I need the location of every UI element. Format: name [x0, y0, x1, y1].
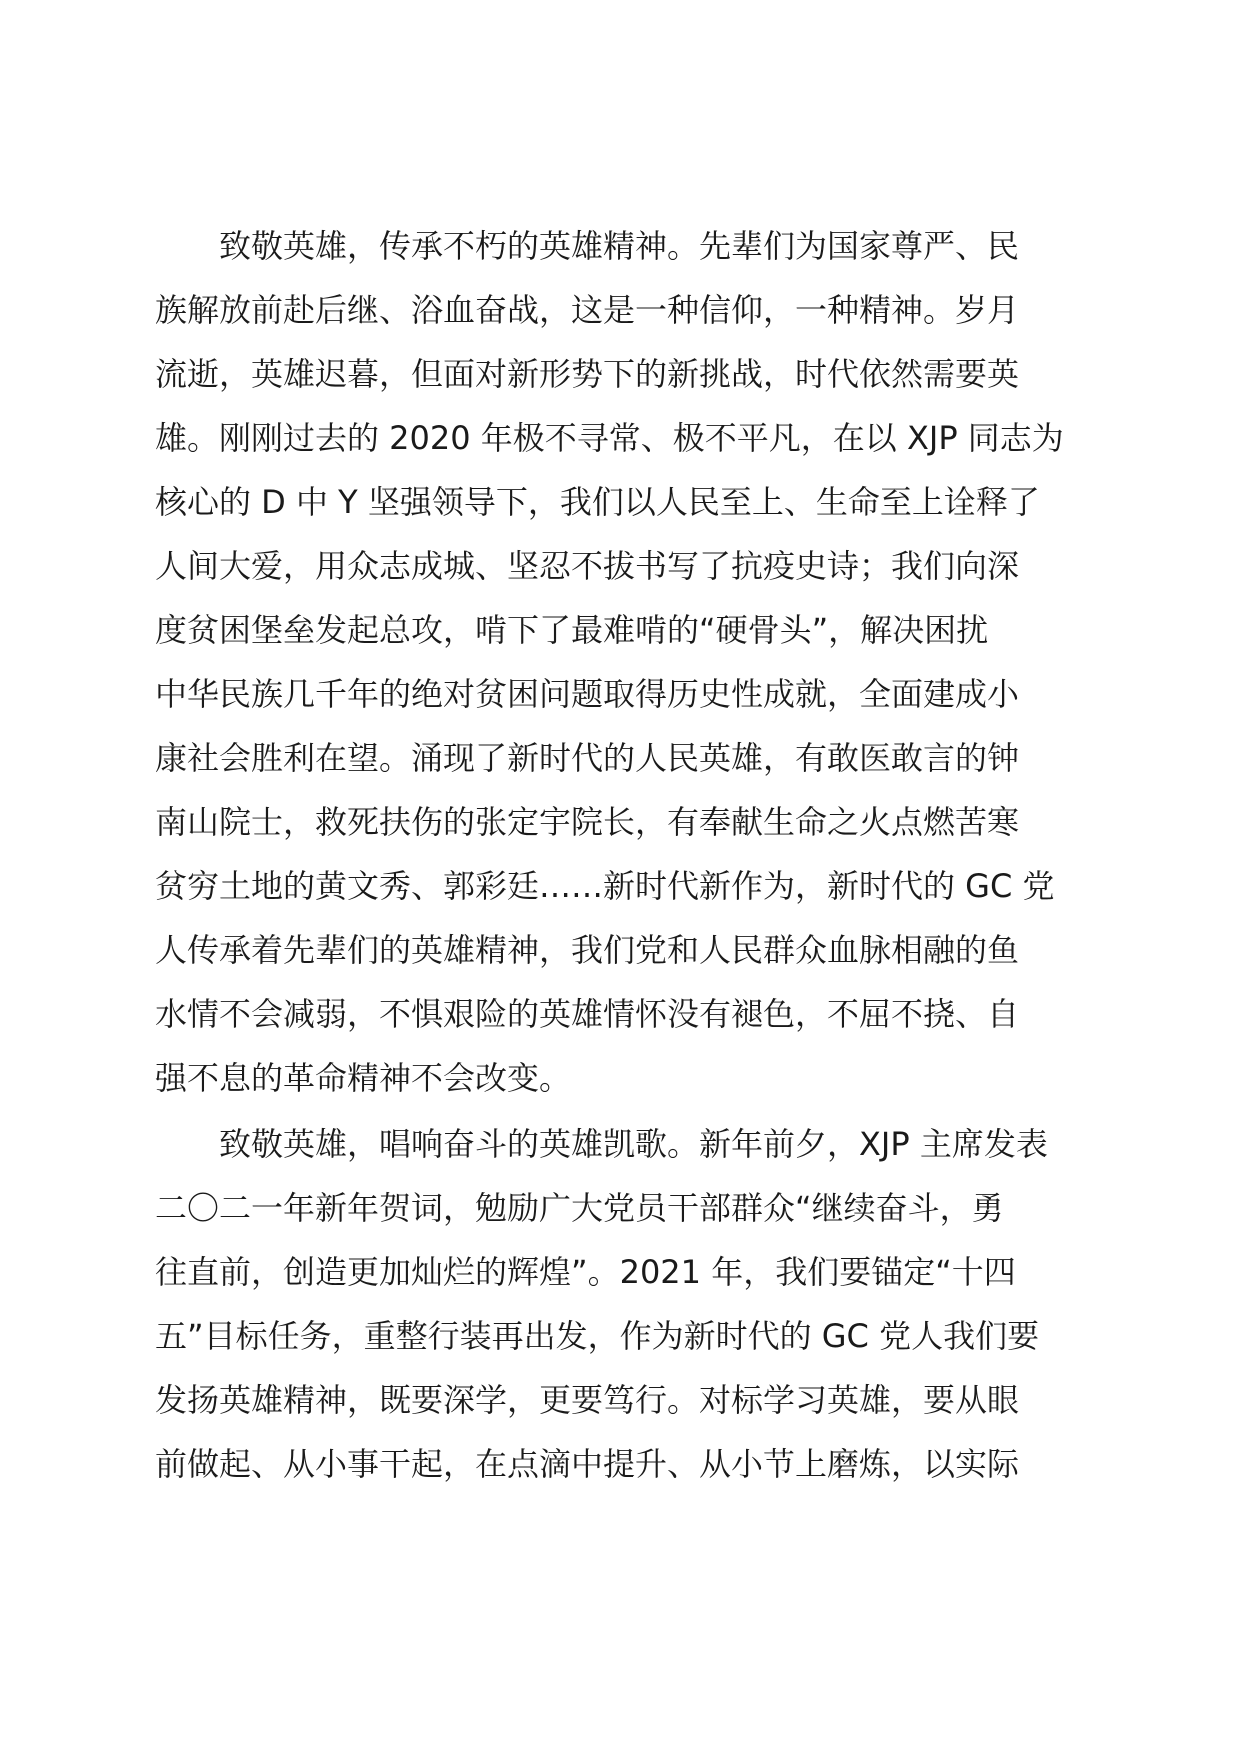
paragraph-2-line-2: 二〇二一年新年贺词，勉励广大党员干部群众“继续奋斗，勇	[155, 1189, 1004, 1227]
paragraph-2-line-4: 五”目标任务，重整行装再出发，作为新时代的 GC 党人我们要	[155, 1317, 1040, 1355]
paragraph-1-line-2: 族解放前赴后继、浴血奋战，这是一种信仰，一种精神。岁月	[155, 291, 1020, 329]
paragraph-1-line-3: 流逝，英雄迟暮，但面对新形势下的新挑战，时代依然需要英	[155, 355, 1020, 393]
paragraph-2-line-1: 致敬英雄，唱响奋斗的英雄凯歌。新年前夕，XJP 主席发表	[219, 1125, 1048, 1163]
paragraph-1-line-12: 人传承着先辈们的英雄精神，我们党和人民群众血脉相融的鱼	[155, 931, 1020, 969]
paragraph-1-line-10: 南山院士，救死扶伤的张定宇院长，有奉献生命之火点燃苦寒	[155, 803, 1020, 841]
paragraph-2-line-6: 前做起、从小事干起，在点滴中提升、从小节上磨炼，以实际	[155, 1445, 1020, 1483]
paragraph-1-line-4: 雄。刚刚过去的 2020 年极不寻常、极不平凡，在以 XJP 同志为	[155, 419, 1064, 457]
paragraph-1-line-5: 核心的 D 中 Y 坚强领导下，我们以人民至上、生命至上诠释了	[155, 483, 1040, 521]
paragraph-1-line-7: 度贫困堡垒发起总攻，啃下了最难啃的“硬骨头”，解决困扰	[155, 611, 989, 649]
paragraph-2-line-5: 发扬英雄精神，既要深学，更要笃行。对标学习英雄，要从眼	[155, 1381, 1020, 1419]
paragraph-1-line-11: 贫穷土地的黄文秀、郭彩廷……新时代新作为，新时代的 GC 党	[155, 867, 1055, 905]
paragraph-1-line-6: 人间大爱，用众志成城、坚忍不拔书写了抗疫史诗；我们向深	[155, 547, 1020, 585]
paragraph-1-line-8: 中华民族几千年的绝对贫困问题取得历史性成就，全面建成小	[155, 675, 1020, 713]
paragraph-1-line-1: 致敬英雄，传承不朽的英雄精神。先辈们为国家尊严、民	[219, 227, 1020, 265]
paragraph-1-line-14: 强不息的革命精神不会改变。	[155, 1059, 572, 1097]
paragraph-1-line-9: 康社会胜利在望。涌现了新时代的人民英雄，有敢医敢言的钟	[155, 739, 1020, 777]
paragraph-2-line-3: 往直前，创造更加灿烂的辉煌”。2021 年，我们要锚定“十四	[155, 1253, 1016, 1291]
paragraph-1-line-13: 水情不会减弱，不惧艰险的英雄情怀没有褪色，不屈不挠、自	[155, 995, 1020, 1033]
